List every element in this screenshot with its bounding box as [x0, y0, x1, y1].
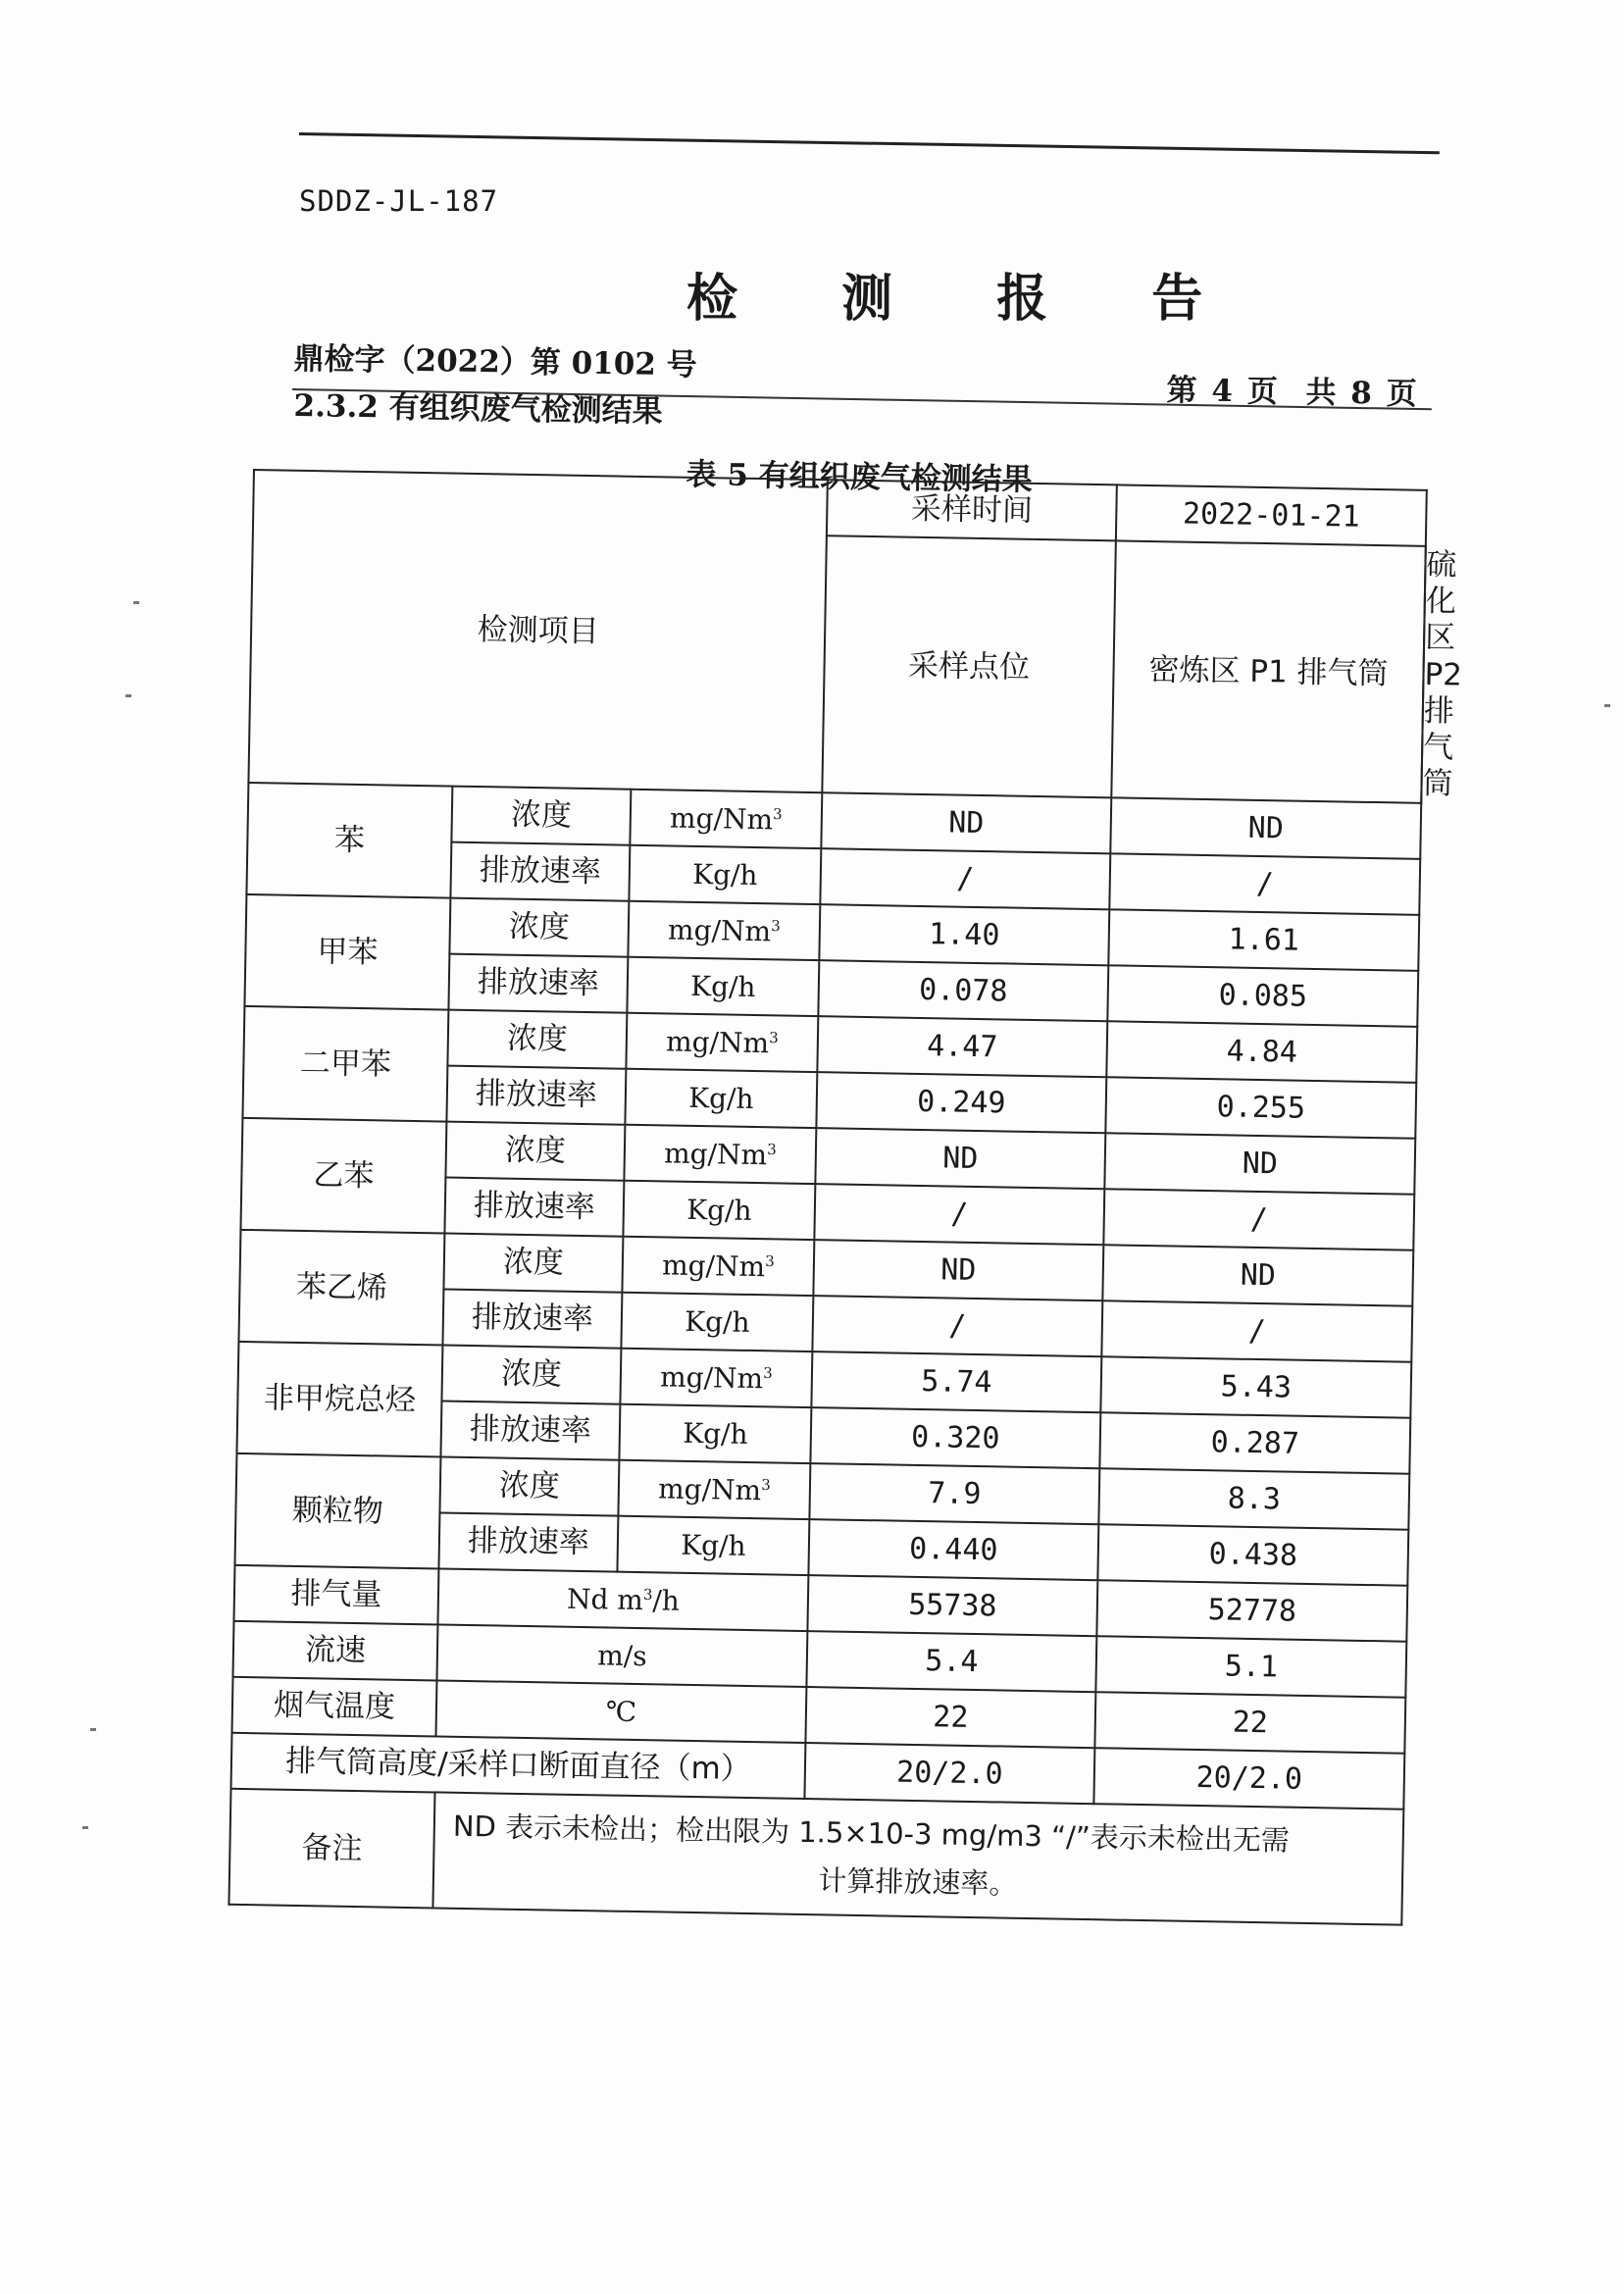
concentration-p2: ND: [1102, 1246, 1413, 1307]
emission-rate-unit: Kg/h: [623, 1181, 815, 1240]
unit-superscript: 3: [763, 1363, 773, 1383]
report-number: 鼎检字（2022）第 0102 号: [293, 340, 697, 383]
emission-rate-p1: /: [814, 1184, 1104, 1245]
concentration-label: 浓度: [443, 1234, 623, 1293]
pollutant-name: 乙苯: [240, 1118, 446, 1234]
concentration-label: 浓度: [451, 787, 631, 845]
emission-rate-label: 排放速率: [438, 1513, 618, 1572]
concentration-label: 浓度: [447, 1010, 627, 1069]
concentration-p1: 1.40: [819, 904, 1109, 965]
section-title: 2.3.2 有组织废气检测结果: [293, 387, 663, 430]
flow-rate-label: 流速: [232, 1621, 437, 1681]
results-table: [228, 469, 1463, 1926]
concentration-p1: 4.47: [817, 1016, 1107, 1077]
emission-rate-label: 排放速率: [440, 1402, 620, 1460]
unit-base: Nd m: [566, 1582, 644, 1617]
remark-line-2: 计算排放速率。: [818, 1863, 1018, 1902]
unit-superscript: 3: [767, 1140, 777, 1159]
unit-base: mg/Nm: [669, 801, 774, 837]
concentration-p1: ND: [821, 792, 1111, 853]
emission-rate-unit: Kg/h: [621, 1293, 813, 1351]
concentration-unit: [626, 1013, 818, 1072]
emission-rate-unit: Kg/h: [619, 1404, 811, 1463]
emission-rate-p1: 0.078: [818, 960, 1108, 1021]
emission-rate-p2: /: [1101, 1301, 1412, 1363]
stack-dimension-p1: 20/2.0: [804, 1743, 1094, 1804]
exhaust-volume-label: 排气量: [233, 1565, 438, 1625]
emission-rate-p2: 0.287: [1099, 1413, 1410, 1475]
page-total: 共 8 页: [1305, 375, 1419, 413]
emission-rate-unit: Kg/h: [627, 957, 819, 1016]
emission-rate-p1: 0.320: [810, 1407, 1100, 1468]
header-sampling-date: 2022-01-21: [1116, 484, 1427, 546]
concentration-p1: 7.9: [809, 1463, 1099, 1524]
flue-gas-temperature-p2: 22: [1094, 1693, 1405, 1755]
header-rule: [299, 132, 1440, 154]
concentration-unit: [622, 1237, 814, 1296]
concentration-label: 浓度: [439, 1457, 619, 1516]
emission-rate-label: 排放速率: [446, 1066, 626, 1125]
pollutant-name: 苯: [246, 783, 452, 898]
emission-rate-label: 排放速率: [450, 842, 630, 901]
emission-rate-p1: /: [820, 848, 1110, 909]
exhaust-volume-p2: 52778: [1096, 1581, 1407, 1643]
report-title: 检 测 报 告: [686, 269, 1246, 329]
flow-rate-p2: 5.1: [1095, 1637, 1406, 1699]
unit-base: mg/Nm: [661, 1249, 766, 1284]
unit-base: mg/Nm: [663, 1137, 768, 1172]
remark-text: [432, 1793, 1403, 1925]
unit-superscript: 3: [642, 1585, 653, 1604]
scan-mark: [82, 1826, 88, 1829]
concentration-label: 浓度: [445, 1122, 625, 1181]
pollutant-name: 甲苯: [244, 894, 450, 1010]
concentration-p2: 4.84: [1106, 1022, 1417, 1084]
flue-gas-temperature-p1: 22: [805, 1687, 1095, 1748]
pollutant-name: 颗粒物: [234, 1453, 440, 1569]
stack-dimension-p2: 20/2.0: [1093, 1748, 1404, 1810]
results-table-wrapper: [228, 469, 1463, 1926]
concentration-unit: [620, 1349, 812, 1407]
exhaust-volume-p1: 55738: [807, 1575, 1097, 1636]
emission-rate-label: 排放速率: [444, 1178, 624, 1237]
pollutant-name: 非甲烷总烃: [236, 1342, 442, 1457]
flue-gas-temperature-label: 烟气温度: [231, 1677, 436, 1737]
emission-rate-label: 排放速率: [448, 954, 628, 1013]
scan-mark: [126, 694, 131, 697]
stack-dimension-label: 排气筒高度/采样口断面直径（m）: [231, 1733, 806, 1799]
pollutant-name: 苯乙烯: [238, 1230, 444, 1346]
unit-base: mg/Nm: [667, 913, 772, 948]
unit-superscript: 3: [765, 1251, 775, 1271]
emission-rate-p2: /: [1109, 854, 1420, 916]
emission-rate-label: 排放速率: [442, 1290, 622, 1349]
concentration-unit: [624, 1125, 816, 1184]
unit-base: mg/Nm: [659, 1360, 764, 1396]
concentration-p2: ND: [1110, 798, 1421, 860]
emission-rate-p1: 0.440: [808, 1519, 1098, 1580]
concentration-p1: ND: [813, 1240, 1103, 1300]
flow-rate-unit: m/s: [436, 1625, 807, 1688]
emission-rate-p2: 0.085: [1107, 966, 1418, 1028]
scan-mark: [90, 1728, 96, 1731]
header-point-2: 硫化区 P2 排气筒: [1422, 546, 1463, 802]
emission-rate-unit: Kg/h: [625, 1069, 817, 1128]
document-code: SDDZ-JL-187: [299, 184, 499, 218]
page-current: 第 4 页: [1166, 372, 1281, 410]
header-point-1: 密炼区 P1 排气筒: [1111, 540, 1426, 803]
emission-rate-unit: Kg/h: [629, 845, 821, 904]
flue-gas-temperature-unit: ℃: [435, 1681, 806, 1744]
concentration-p1: ND: [815, 1128, 1105, 1189]
emission-rate-p2: /: [1103, 1190, 1414, 1251]
concentration-p2: 5.43: [1100, 1357, 1411, 1419]
concentration-p2: 8.3: [1098, 1469, 1409, 1531]
unit-superscript: 3: [772, 804, 783, 824]
concentration-unit: [618, 1460, 810, 1519]
unit-superscript: 3: [769, 1028, 779, 1047]
results-table-body: [228, 470, 1463, 1925]
emission-rate-p1: /: [812, 1296, 1102, 1356]
remark-row: [228, 1789, 1403, 1925]
concentration-unit: [630, 790, 822, 848]
emission-rate-unit: Kg/h: [617, 1516, 809, 1575]
header-sampling-point-label: 采样点位: [822, 535, 1116, 797]
concentration-label: 浓度: [449, 898, 629, 957]
scan-mark: [1604, 704, 1610, 707]
scan-mark: [133, 601, 139, 604]
exhaust-volume-unit: [437, 1569, 808, 1632]
concentration-unit: [628, 901, 820, 960]
unit-superscript: 3: [761, 1475, 771, 1495]
unit-base: mg/Nm: [665, 1025, 770, 1060]
pollutant-name: 二甲苯: [242, 1006, 448, 1122]
concentration-p2: ND: [1104, 1134, 1415, 1196]
emission-rate-p1: 0.249: [816, 1072, 1106, 1133]
unit-superscript: 3: [770, 916, 781, 936]
header-sampling-time-label: 采样时间: [827, 480, 1117, 540]
unit-tail: /h: [652, 1584, 681, 1617]
emission-rate-p2: 0.255: [1105, 1078, 1416, 1140]
concentration-p1: 5.74: [811, 1351, 1101, 1412]
unit-base: mg/Nm: [657, 1472, 762, 1507]
emission-rate-p2: 0.438: [1097, 1525, 1408, 1587]
table-caption: 表 5 有组织废气检测结果: [685, 456, 1033, 498]
header-test-item: 检测项目: [248, 470, 827, 792]
remark-line-1: ND 表示未检出；检出限为 1.5×10-3 mg/m3 “/”表示未检出无需: [452, 1809, 1291, 1858]
concentration-p2: 1.61: [1108, 910, 1419, 972]
flow-rate-p1: 5.4: [806, 1631, 1096, 1692]
remark-label: 备注: [228, 1789, 434, 1909]
table-header-row: [253, 470, 1427, 546]
concentration-label: 浓度: [441, 1346, 621, 1404]
